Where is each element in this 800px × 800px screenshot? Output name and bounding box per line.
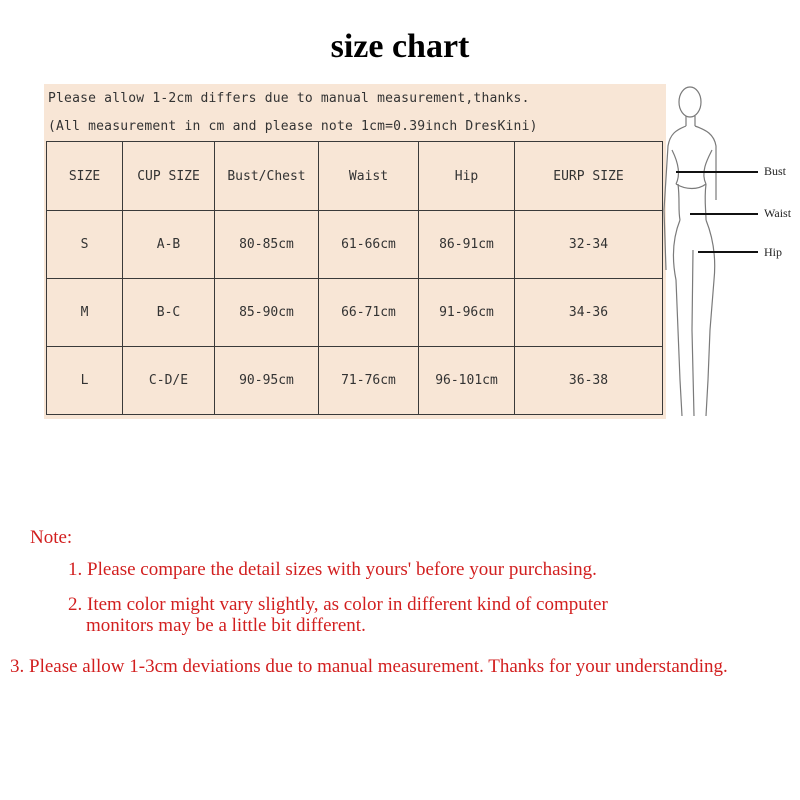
table-cell: 36-38 [515, 347, 663, 415]
hip-label: Hip [764, 245, 782, 259]
body-measurement-figure [662, 80, 800, 420]
size-table [46, 141, 663, 415]
table-cell: 80-85cm [215, 211, 319, 279]
note-item-2: 2. Item color might vary slightly, as color in different kind of computer [68, 594, 608, 615]
table-cell: 61-66cm [319, 211, 419, 279]
note-heading: Note: [30, 527, 73, 548]
table-cell: 66-71cm [319, 279, 419, 347]
table-cell: 34-36 [515, 279, 663, 347]
page-title: size chart [330, 28, 470, 65]
table-cell: 86-91cm [419, 211, 515, 279]
table-cell: 85-90cm [215, 279, 319, 347]
table-cell: A-B [123, 211, 215, 279]
size-chart-panel [44, 84, 666, 419]
table-cell: M [47, 279, 123, 347]
table-cell: 32-34 [515, 211, 663, 279]
bust-label: Bust [764, 164, 787, 178]
note-item-3: 3. Please allow 1-3cm deviations due to manual measurement. Thanks for your understanding. [10, 656, 728, 677]
header-cell: SIZE [47, 142, 123, 211]
table-cell: 96-101cm [419, 347, 515, 415]
table-cell: C-D/E [123, 347, 215, 415]
note-item-1: 1. Please compare the detail sizes with yours' before your purchasing. [68, 559, 597, 580]
measure-lines [676, 172, 758, 252]
table-cell: L [47, 347, 123, 415]
intro-line-1: Please allow 1-2cm differs due to manual measurement,thanks. [48, 91, 530, 106]
table-cell: 91-96cm [419, 279, 515, 347]
header-cell: Hip [419, 142, 515, 211]
waist-label: Waist [764, 206, 792, 220]
table-header-row [47, 142, 663, 211]
intro-line-2: (All measurement in cm and please note 1cm=0.39inch DresKini) [48, 119, 538, 134]
header-cell: Waist [319, 142, 419, 211]
header-cell: EURP SIZE [515, 142, 663, 211]
table-row [47, 211, 663, 279]
table-row [47, 279, 663, 347]
table-cell: 71-76cm [319, 347, 419, 415]
table-row [47, 347, 663, 415]
table-cell: B-C [123, 279, 215, 347]
header-cell: Bust/Chest [215, 142, 319, 211]
table-cell: S [47, 211, 123, 279]
header-cell: CUP SIZE [123, 142, 215, 211]
note-item-2-continued: monitors may be a little bit different. [86, 615, 366, 636]
table-cell: 90-95cm [215, 347, 319, 415]
